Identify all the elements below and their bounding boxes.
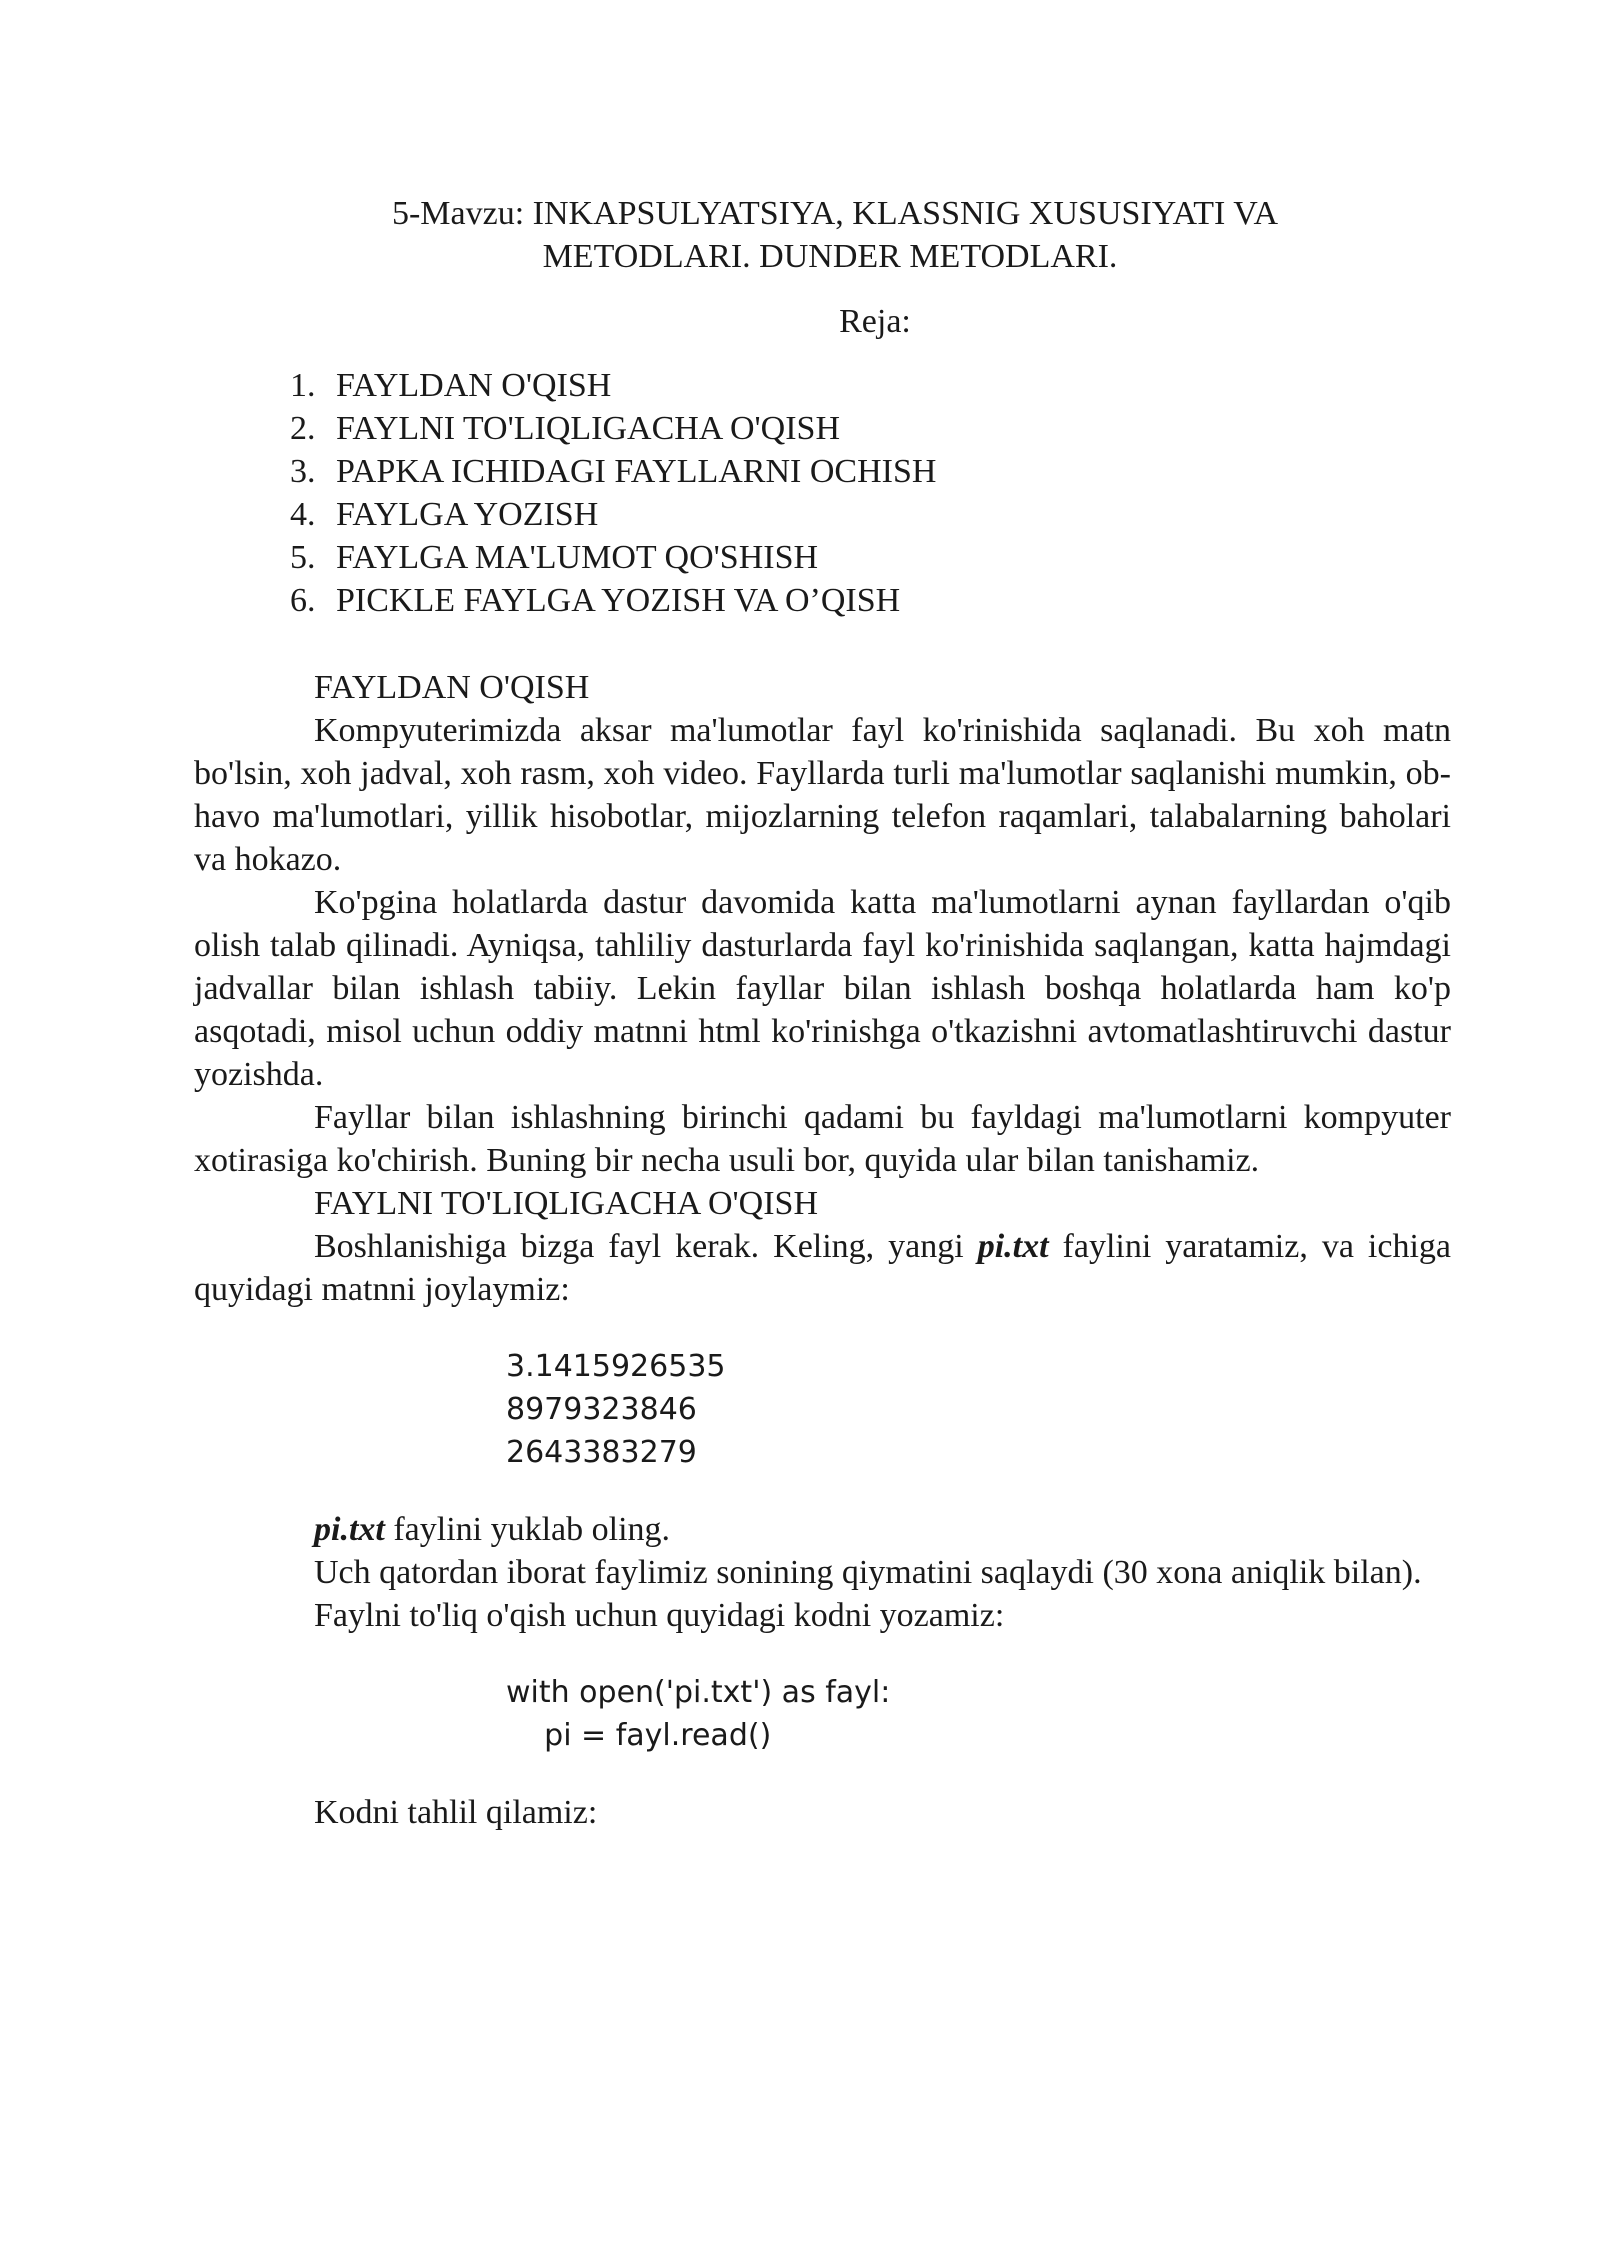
document-title (190, 192, 1480, 278)
code-line: 8979323846 (506, 1392, 697, 1427)
plan-item-number: 1. (290, 367, 316, 404)
paragraph-text: Boshlanishiga bizga fayl kerak. Keling, yangi (314, 1228, 978, 1265)
plan-item-text: FAYLGA YOZISH (336, 496, 599, 533)
download-line (194, 1508, 1451, 1551)
paragraph: Kodni tahlil qilamiz: (314, 1794, 598, 1831)
plan-item-text: PICKLE FAYLGA YOZISH VA O’QISH (336, 582, 901, 619)
plan-item-text: FAYLNI TO'LIQLIGACHA O'QISH (336, 410, 841, 447)
plan-item-text: FAYLDAN O'QISH (336, 367, 612, 404)
pi-file-contents (194, 1345, 1451, 1474)
section-heading-reading: FAYLDAN O'QISH (314, 669, 590, 706)
document-body (194, 666, 1451, 1834)
code-line: 2643383279 (506, 1435, 697, 1470)
code-line: 3.1415926535 (506, 1349, 726, 1384)
plan-item-text: FAYLGA MA'LUMOT QO'SHISH (336, 539, 819, 576)
paragraph: Fayllar bilan ishlashning birinchi qadami bu fayldagi ma'lumotlarni kompyuter xotirasiga ko'chirish. Buning bir necha usuli bor, quyida ular bilan tanishamiz. (194, 1099, 1451, 1179)
plan-item (290, 579, 936, 622)
paragraph: Uch qatordan iborat faylimiz sonining qiymatini saqlaydi (30 xona aniqlik bilan). (314, 1554, 1422, 1591)
plan-heading: Reja: (839, 303, 911, 340)
plan-item (290, 364, 936, 407)
plan-item-number: 4. (290, 496, 316, 533)
code-block (194, 1671, 1451, 1757)
code-line: with open('pi.txt') as fayl: (506, 1675, 891, 1710)
section-heading-full-read: FAYLNI TO'LIQLIGACHA O'QISH (314, 1185, 819, 1222)
plan-item-number: 5. (290, 539, 316, 576)
plan-item-text: PAPKA ICHIDAGI FAYLLARNI OCHISH (336, 453, 937, 490)
paragraph-text: faylini yaratamiz, va ichiga quyidagi matnni joylaymiz: (194, 1228, 1451, 1308)
download-link[interactable]: pi.txt (314, 1511, 385, 1548)
code-line: pi = fayl.read() (506, 1718, 772, 1753)
plan-item-number: 2. (290, 410, 316, 447)
plan-item (290, 450, 936, 493)
plan-item (290, 493, 936, 536)
paragraph-text: faylini yuklab oling. (384, 1511, 671, 1548)
file-name: pi.txt (977, 1228, 1049, 1265)
plan-item (290, 536, 936, 579)
paragraph: Ko'pgina holatlarda dastur davomida katta ma'lumotlarni aynan fayllardan o'qib olish talab qilinadi. Ayniqsa, tahliliy dasturlarda fayl ko'rinishida saqlangan, katta hajmdagi jadvallar bilan ishlash tabiiy. Lekin fayllar bilan ishlash boshqa holatlarda ham ko'p asqotadi, misol uchun oddiy matnni html ko'rinishga o'tkazishni avtomatlashtiruvchi dastur yozishda. (194, 884, 1451, 1093)
paragraph: Kompyuterimizda aksar ma'lumotlar fayl ko'rinishida saqlanadi. Bu xoh matn bo'lsin, xoh jadval, xoh rasm, xoh video. Fayllarda turli ma'lumotlar saqlanishi mumkin, ob-havo ma'lumotlari, yillik hisobotlar, mijozlarning telefon raqamlari, talabalarning baholari va hokazo. (194, 712, 1451, 878)
title-line-2: METODLARI. DUNDER METODLARI. (542, 238, 1118, 275)
paragraph: Faylni to'liq o'qish uchun quyidagi kodni yozamiz: (314, 1597, 1005, 1634)
plan-list (290, 364, 936, 622)
plan-item (290, 407, 936, 450)
plan-item-number: 3. (290, 453, 316, 490)
plan-item-number: 6. (290, 582, 316, 619)
title-line-1: 5-Mavzu: INKAPSULYATSIYA, KLASSNIG XUSUSIYATI VA (391, 195, 1278, 232)
paragraph (194, 1225, 1451, 1311)
